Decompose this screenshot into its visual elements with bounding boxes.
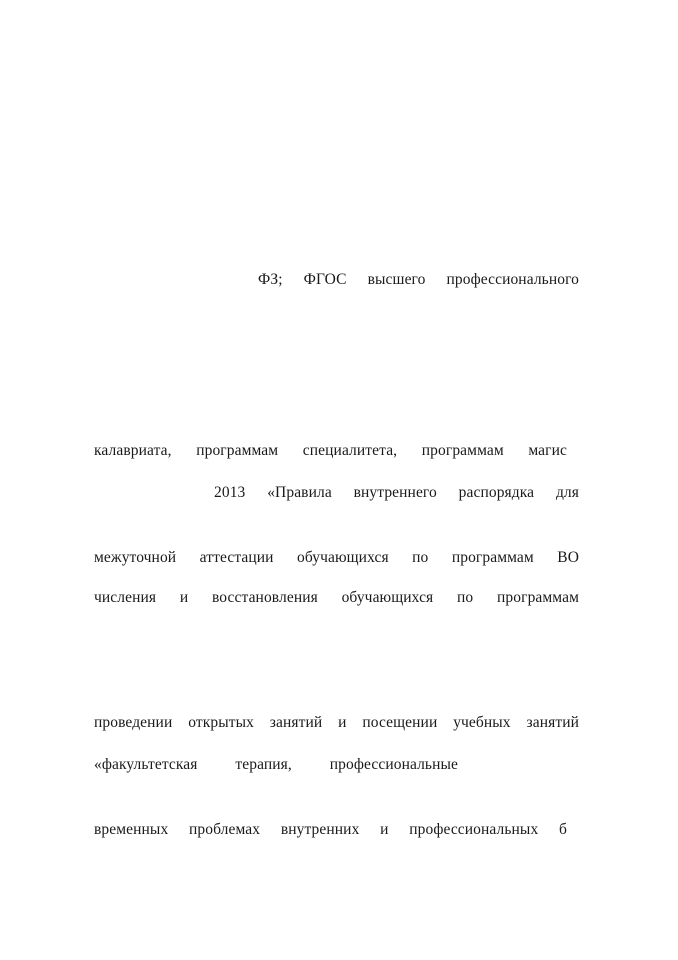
text-line-7: «факультетская терапия, профессиональные xyxy=(94,756,458,773)
text-line-4: межуточной аттестации обучающихся по программам ВО xyxy=(94,549,579,566)
text-line-3: 2013 «Правила внутреннего распорядка для xyxy=(214,484,579,501)
text-line-8: временных проблемах внутренних и профессиональных б xyxy=(94,821,567,838)
text-line-2: калавриата, программам специалитета, программам магис xyxy=(94,442,567,459)
text-line-1: ФЗ; ФГОС высшего профессионального xyxy=(258,271,579,288)
text-line-5: числения и восстановления обучающихся по программам xyxy=(94,589,579,606)
text-line-6: проведении открытых занятий и посещении учебных занятий xyxy=(94,714,579,731)
